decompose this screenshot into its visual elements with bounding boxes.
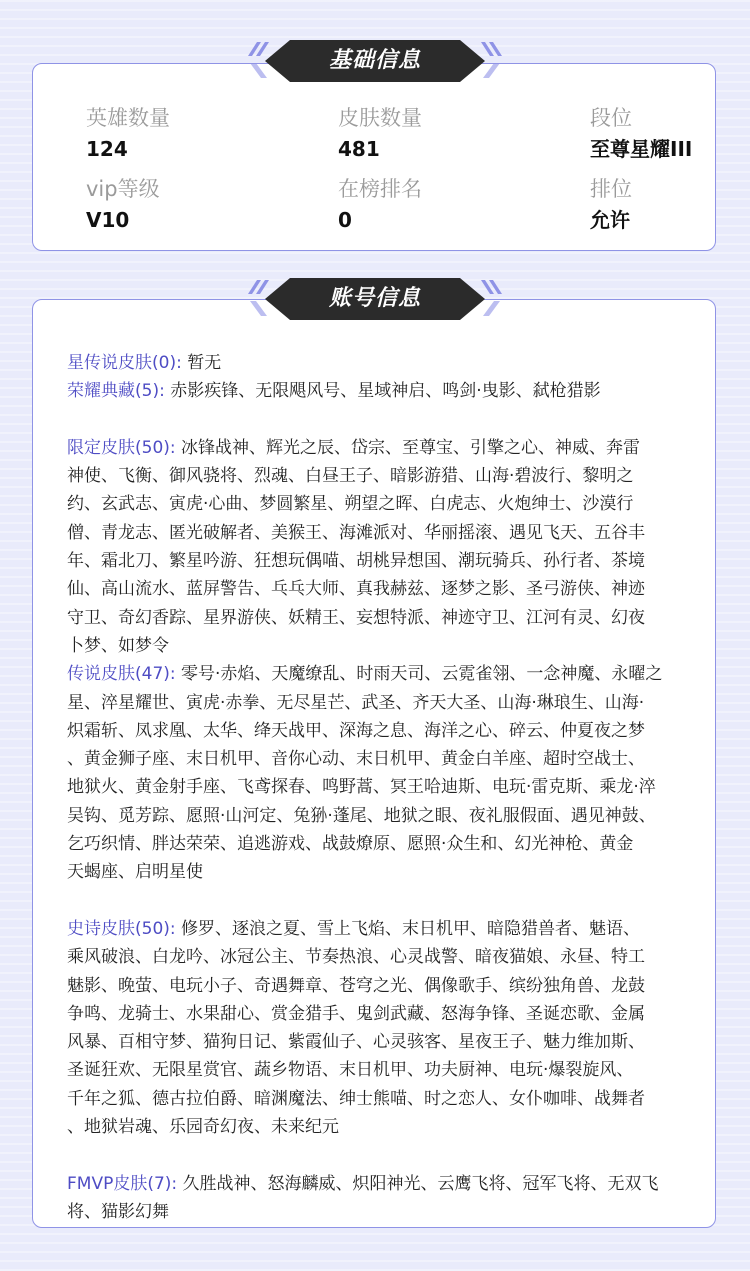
list-item: 卜梦、如梦令 bbox=[67, 635, 169, 656]
list-item: 、地狱岩魂、乐园奇幻夜、未来纪元 bbox=[67, 1117, 339, 1138]
list-item: 天蝎座、启明星使 bbox=[67, 862, 203, 883]
list-item: 地狱火、黄金射手座、飞鸢探春、鸣野蒿、冥王哈迪斯、电玩·雷克斯、乘龙·淬 bbox=[67, 777, 656, 798]
spacer bbox=[67, 1141, 697, 1169]
stat-rank-tier bbox=[590, 104, 692, 163]
star-legend-skins-row bbox=[67, 349, 697, 377]
category-label: 荣耀典藏(5): bbox=[67, 381, 165, 402]
list-item: 千年之狐、德古拉伯爵、暗渊魔法、绅士熊喵、时之恋人、女仆咖啡、战舞者 bbox=[67, 1088, 645, 1109]
stat-value: 至尊星耀III bbox=[590, 137, 693, 161]
category-items: 修罗、逐浪之夏、雪上飞焰、末日机甲、暗隐猎兽者、魅语、 bbox=[181, 918, 641, 939]
list-item: 年、霜北刀、繁星吟游、狂想玩偶喵、胡桃异想国、潮玩骑兵、孙行者、茶境 bbox=[67, 551, 645, 572]
stat-value: 481 bbox=[338, 137, 380, 161]
list-item: 、黄金狮子座、末日机甲、音你心动、末日机甲、黄金白羊座、超时空战士、 bbox=[67, 749, 645, 770]
fmvp-skins-row bbox=[67, 1170, 697, 1198]
list-item: 神使、飞衡、御风骁将、烈魂、白昼王子、暗影游猎、山海·碧波行、黎明之 bbox=[67, 466, 634, 487]
stat-vip-level bbox=[86, 175, 160, 234]
category-label: FMVP皮肤(7): bbox=[67, 1173, 178, 1194]
category-items: 赤影疾锋、无限飓风号、星域神启、鸣剑·曳影、弑枪猎影 bbox=[170, 381, 601, 402]
legend-skins-row bbox=[67, 660, 697, 688]
category-label: 星传说皮肤(0): bbox=[67, 353, 182, 373]
basic-info-banner bbox=[245, 36, 505, 86]
stat-hero-count bbox=[86, 104, 170, 163]
stat-leaderboard-rank bbox=[338, 175, 422, 234]
stat-label: 在榜排名 bbox=[338, 177, 422, 201]
stat-value: V10 bbox=[86, 208, 130, 232]
list-item: 星、淬星耀世、寅虎·赤拳、无尽星芒、武圣、齐天大圣、山海·琳琅生、山海· bbox=[67, 692, 645, 713]
list-item: 风暴、百相守梦、猫狗日记、紫霞仙子、心灵骇客、星夜王子、魅力维加斯、 bbox=[67, 1032, 645, 1053]
list-item: 争鸣、龙骑士、水果甜心、赏金猎手、鬼剑武藏、怒海争锋、圣诞恋歌、金属 bbox=[67, 1003, 645, 1024]
list-item: 吴钩、觅芳踪、愿照·山河定、兔狲·蓬尾、地狱之眼、夜礼服假面、遇见神鼓、 bbox=[67, 805, 656, 826]
account-info-banner bbox=[245, 274, 505, 324]
list-item: 将、猫影幻舞 bbox=[67, 1201, 169, 1222]
category-label: 限定皮肤(50): bbox=[67, 437, 176, 458]
section-title: 账号信息 bbox=[328, 286, 421, 311]
category-items: 零号·赤焰、天魔缭乱、时雨天司、云霓雀翎、一念神魔、永曜之 bbox=[181, 664, 663, 685]
category-items: 久胜战神、怒海麟威、炽阳神光、云鹰飞将、冠军飞将、无双飞 bbox=[182, 1173, 659, 1194]
category-label: 传说皮肤(47): bbox=[67, 664, 176, 685]
spacer bbox=[67, 887, 697, 915]
stat-label: 皮肤数量 bbox=[338, 106, 422, 130]
category-items: 暂无 bbox=[187, 353, 222, 373]
section-title: 基础信息 bbox=[328, 48, 421, 73]
basic-info-card bbox=[32, 63, 716, 251]
stat-label: 英雄数量 bbox=[86, 106, 170, 130]
list-item: 约、玄武志、寅虎·心曲、梦圆繁星、朔望之晖、白虎志、火炮绅士、沙漠行 bbox=[67, 494, 634, 515]
list-item: 圣诞狂欢、无限星赏官、蔬乡物语、末日机甲、功夫厨神、电玩·爆裂旋风、 bbox=[67, 1060, 634, 1081]
stat-label: 段位 bbox=[590, 106, 632, 130]
stat-ranked-permission bbox=[590, 175, 632, 234]
list-item: 僧、青龙志、匿光破解者、美猴王、海滩派对、华丽摇滚、遇见飞天、五谷丰 bbox=[67, 522, 645, 543]
glory-collection-row bbox=[67, 377, 697, 405]
limited-skins-row bbox=[67, 434, 697, 462]
list-item: 守卫、奇幻香踪、星界游侠、妖精王、妄想特派、神迹守卫、江河有灵、幻夜 bbox=[67, 607, 645, 628]
epic-skins-row bbox=[67, 915, 697, 943]
list-item: 乘风破浪、白龙吟、冰冠公主、节奏热浪、心灵战警、暗夜猫娘、永昼、特工 bbox=[67, 947, 645, 968]
category-label: 史诗皮肤(50): bbox=[67, 918, 176, 939]
list-item: 乞巧织情、胖达荣荣、追逃游戏、战鼓燎原、愿照·众生和、幻光神枪、黄金 bbox=[67, 834, 634, 855]
list-item: 魅影、晚萤、电玩小子、奇遇舞章、苍穹之光、偶像歌手、缤纷独角兽、龙鼓 bbox=[67, 975, 645, 996]
list-item: 仙、高山流水、蓝屏警告、乓乓大师、真我赫兹、逐梦之影、圣弓游侠、神迹 bbox=[67, 579, 645, 600]
category-items: 冰锋战神、辉光之辰、岱宗、至尊宝、引擎之心、神威、奔雷 bbox=[181, 437, 641, 458]
stat-label: vip等级 bbox=[86, 177, 160, 201]
stat-skin-count bbox=[338, 104, 422, 163]
stat-label: 排位 bbox=[590, 177, 632, 201]
stat-value: 124 bbox=[86, 137, 128, 161]
stat-value: 0 bbox=[338, 208, 352, 232]
stat-value: 允许 bbox=[590, 208, 630, 232]
spacer bbox=[67, 406, 697, 434]
skin-list bbox=[67, 349, 697, 1226]
list-item: 炽霜斩、凤求凰、太华、绛天战甲、深海之息、海洋之心、碎云、仲夏夜之梦 bbox=[67, 720, 645, 741]
